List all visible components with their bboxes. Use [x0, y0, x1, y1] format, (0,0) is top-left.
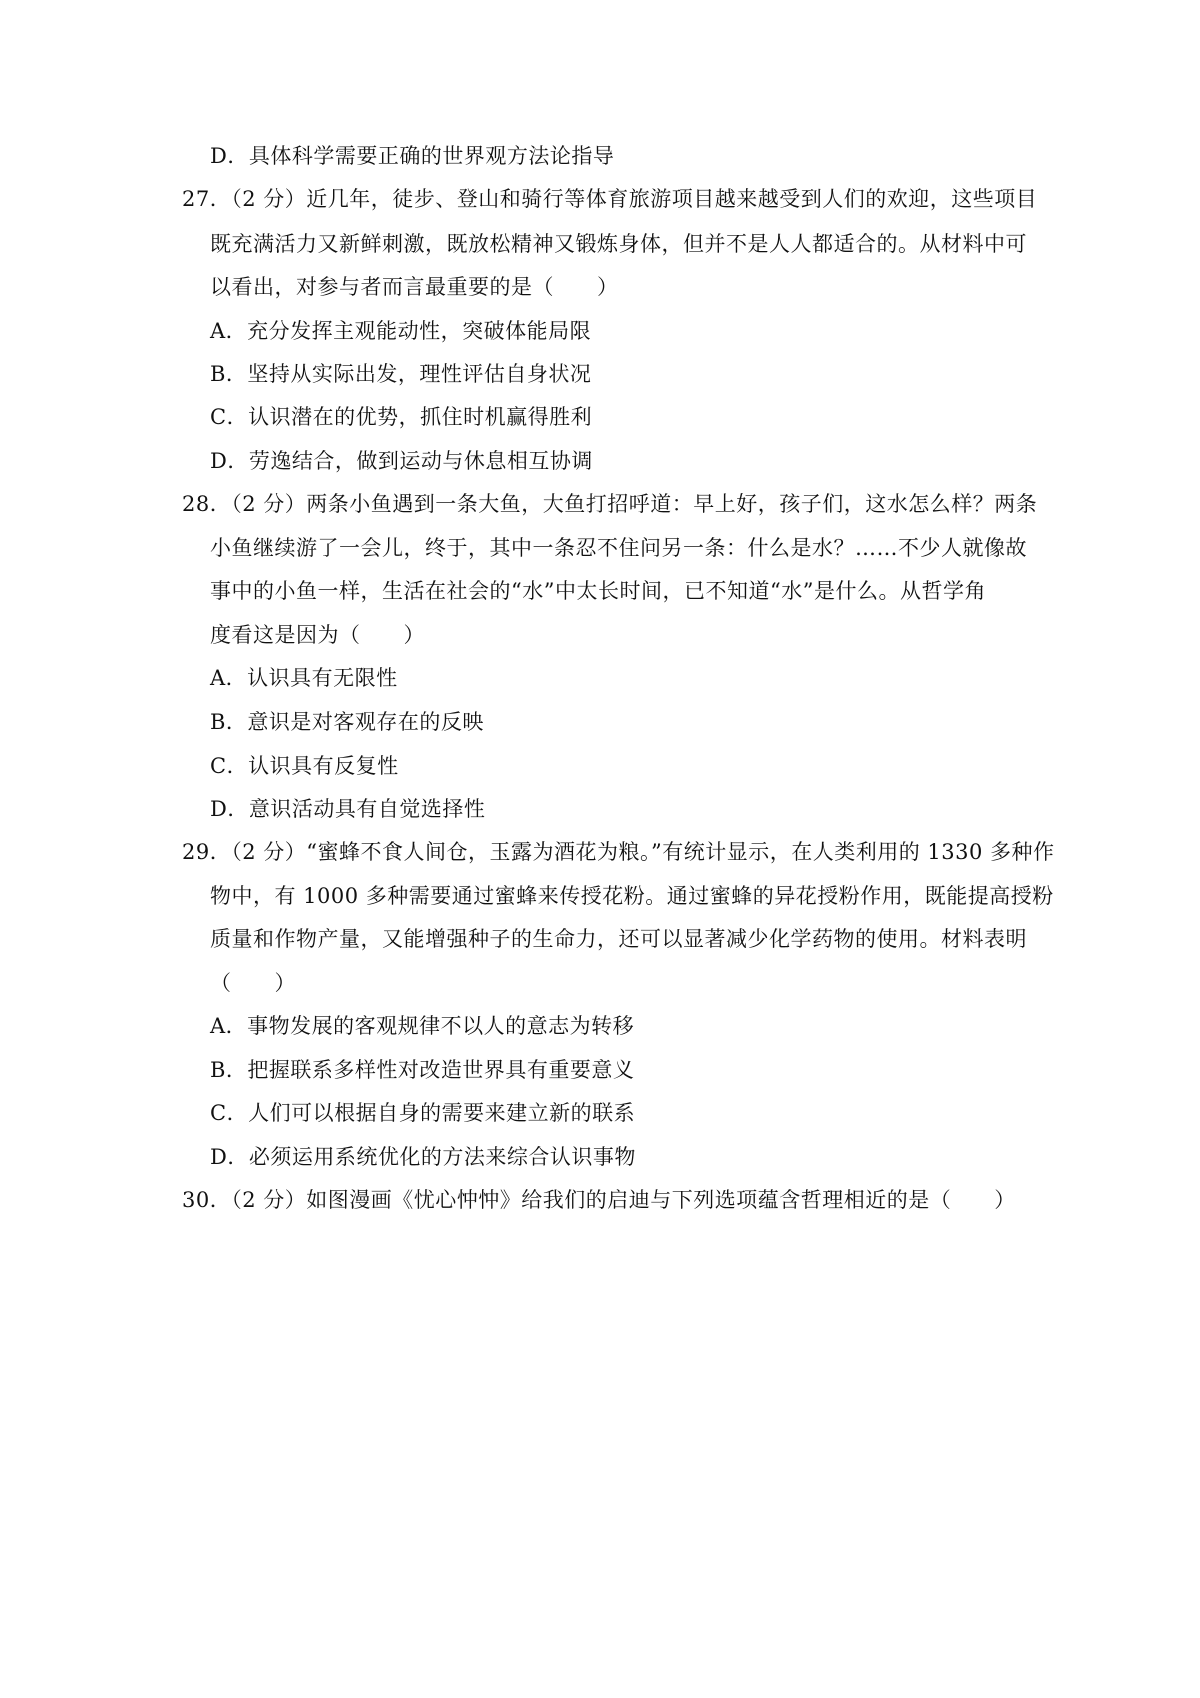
- q27-stem-line-2: 既充满活力又新鲜刺激，既放松精神又锻炼身体，但并不是人人都适合的。从材料中可: [210, 232, 1027, 256]
- q29-stem-line-1: 29．（2 分）“蜜蜂不食人间仓，玉露为酒花为粮。”有统计显示，在人类利用的 1330 多种作: [182, 840, 1055, 864]
- q28-stem-line-3: 事中的小鱼一样，生活在社会的“水”中太长时间，已不知道“水”是什么。从哲学角: [210, 579, 986, 603]
- q27-option-d: D．劳逸结合，做到运动与休息相互协调: [210, 449, 593, 473]
- q29-option-d: D．必须运用系统优化的方法来综合认识事物: [210, 1145, 636, 1169]
- q29-option-b: B．把握联系多样性对改造世界具有重要意义: [210, 1058, 635, 1082]
- q26-option-d: D．具体科学需要正确的世界观方法论指导: [210, 144, 615, 168]
- q28-option-b: B．意识是对客观存在的反映: [210, 710, 484, 734]
- q27-option-a: A．充分发挥主观能动性，突破体能局限: [210, 319, 592, 343]
- q28-option-c: C．认识具有反复性: [210, 754, 399, 778]
- q30-stem-line-1: 30．（2 分）如图漫画《忧心忡忡》给我们的启迪与下列选项蕴含哲理相近的是（ ）: [182, 1188, 1016, 1212]
- q27-stem-line-3: 以看出，对参与者而言最重要的是（ ）: [210, 275, 619, 299]
- q27-stem-line-1: 27．（2 分）近几年，徒步、登山和骑行等体育旅游项目越来越受到人们的欢迎，这些项目: [182, 187, 1038, 211]
- q28-stem-line-4: 度看这是因为（ ）: [210, 623, 425, 647]
- q27-option-c: C．认识潜在的优势，抓住时机赢得胜利: [210, 405, 593, 429]
- q29-option-c: C．人们可以根据自身的需要来建立新的联系: [210, 1101, 636, 1125]
- q27-option-b: B．坚持从实际出发，理性评估自身状况: [210, 362, 592, 386]
- q29-stem-line-3: 质量和作物产量，又能增强种子的生命力，还可以显著减少化学药物的使用。材料表明: [210, 927, 1027, 951]
- q29-stem-line-2: 物中，有 1000 多种需要通过蜜蜂来传授花粉。通过蜜蜂的异花授粉作用，既能提高授粉: [210, 884, 1054, 908]
- q28-stem-line-1: 28．（2 分）两条小鱼遇到一条大鱼，大鱼打招呼道：早上好，孩子们，这水怎么样？两条: [182, 492, 1038, 516]
- q28-option-a: A．认识具有无限性: [210, 666, 398, 690]
- q29-stem-line-4: （ ）: [210, 971, 296, 995]
- q28-stem-line-2: 小鱼继续游了一会儿，终于，其中一条忍不住问另一条：什么是水？……不少人就像故: [210, 536, 1027, 560]
- q28-option-d: D．意识活动具有自觉选择性: [210, 797, 486, 821]
- q29-option-a: A．事物发展的客观规律不以人的意志为转移: [210, 1014, 635, 1038]
